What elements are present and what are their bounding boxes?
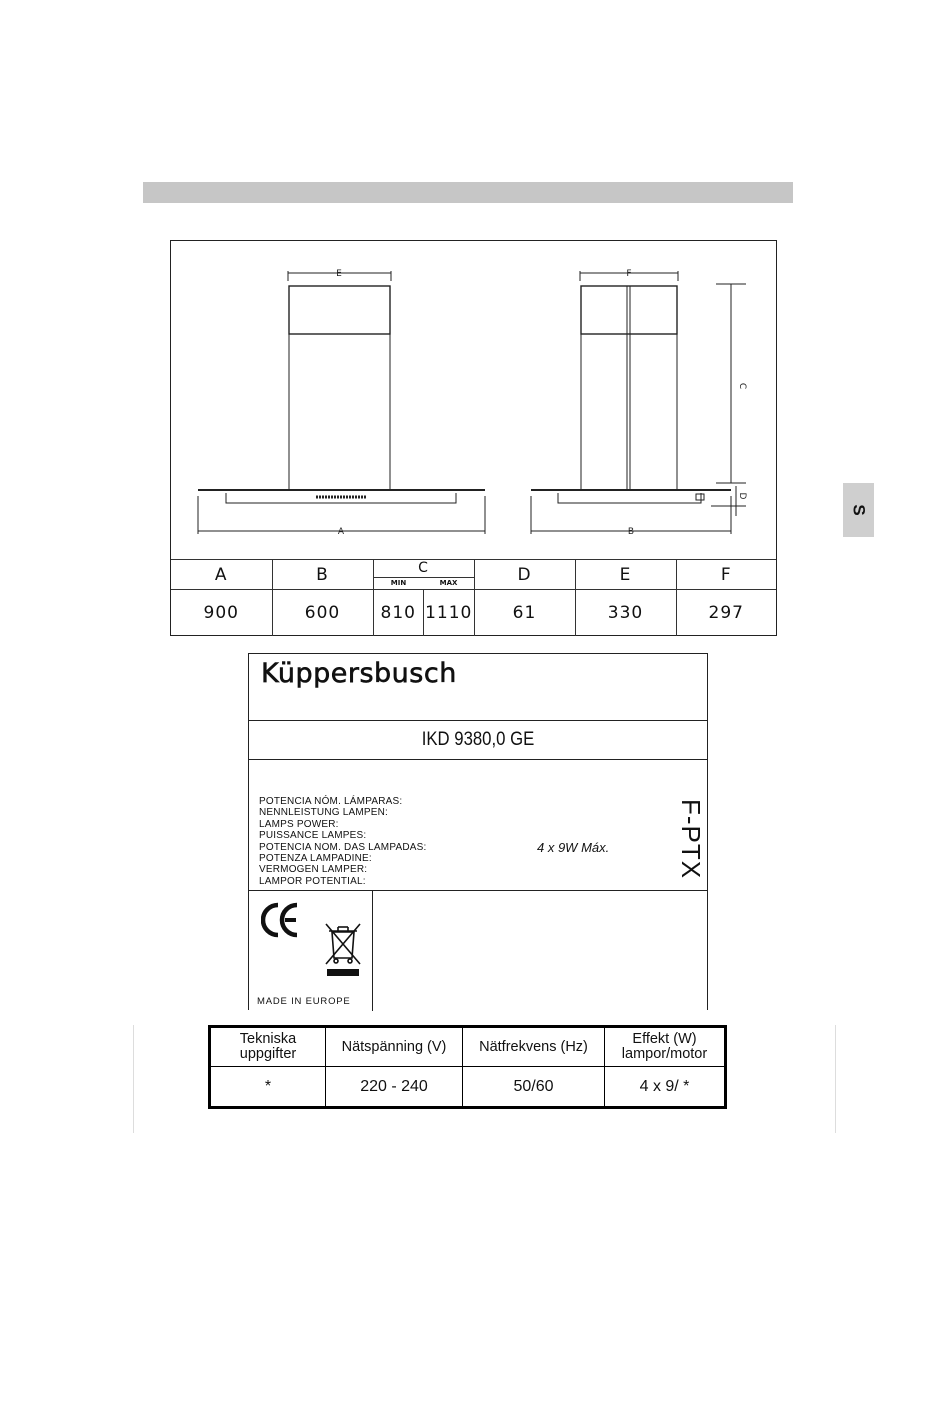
made-in-text: MADE IN EUROPE <box>257 996 351 1007</box>
lamp-power-line: LAMPS POWER: <box>259 818 339 830</box>
value-B: 600 <box>272 590 373 637</box>
header-A: A <box>171 560 272 590</box>
header-C-max: MAX <box>439 579 458 587</box>
lamp-power-line: POTENCIA NÓM. LÁMPARAS: <box>259 796 403 807</box>
weee-bin-icon <box>323 922 363 978</box>
header-D: D <box>474 560 575 590</box>
lamp-power-list <box>259 796 426 887</box>
header-B: B <box>272 560 373 590</box>
rating-label <box>248 653 708 1010</box>
header-E: E <box>575 560 676 590</box>
spec-header-line: uppgifter <box>239 1046 297 1062</box>
label-C: C <box>737 382 747 390</box>
header-C <box>373 560 474 590</box>
spec-header-frequency: Nätfrekvens (Hz) <box>463 1027 605 1067</box>
language-tab-label: S <box>849 504 869 516</box>
label-D: D <box>737 492 747 500</box>
header-C-letter: C <box>418 560 429 576</box>
value-E: 330 <box>575 590 676 637</box>
value-A: 900 <box>171 590 272 637</box>
divider <box>249 890 707 891</box>
lamp-power-line: POTENCIA NOM. DAS LAMPADAS: <box>259 841 427 853</box>
ce-mark-icon <box>261 902 301 938</box>
spec-header-voltage: Nätspänning (V) <box>326 1027 463 1067</box>
section-header-bar <box>143 182 793 203</box>
language-tab <box>843 483 874 537</box>
label-E: E <box>336 269 342 279</box>
spec-header-technical <box>210 1027 326 1067</box>
model-number: IKD 9380,0 GE <box>421 729 535 750</box>
lamp-power-line: LAMPOR POTENTIAL: <box>259 875 366 887</box>
value-F: 297 <box>708 603 744 623</box>
lamp-power-line: PUISSANCE LAMPES: <box>259 830 367 842</box>
technical-data-table <box>208 1025 727 1109</box>
spec-value-power: 4 x 9/ * <box>605 1067 726 1108</box>
header-F: F <box>676 560 776 590</box>
lamp-power-line: NENNLEISTUNG LAMPEN: <box>259 807 389 819</box>
header-C-min: MIN <box>390 579 407 587</box>
lamp-power-value: 4 x 9W Máx. <box>537 840 610 855</box>
spec-header-line: Tekniska <box>239 1031 297 1047</box>
divider <box>372 890 373 1011</box>
spec-value-technical: * <box>210 1067 326 1108</box>
lamp-power-line: VERMOGEN LAMPER: <box>259 864 368 876</box>
label-F: F <box>626 269 632 279</box>
label-A: A <box>337 527 345 537</box>
divider <box>249 759 707 760</box>
value-D: 61 <box>474 590 575 637</box>
spec-header-line: Effekt (W) <box>632 1031 697 1047</box>
label-B: B <box>627 527 635 537</box>
value-C-min: 810 <box>374 590 425 636</box>
spec-value-frequency: 50/60 <box>463 1067 605 1108</box>
spec-value-voltage: 220 - 240 <box>326 1067 463 1108</box>
product-code: F-PTX <box>676 798 706 880</box>
value-C-max: 1110 <box>425 603 473 623</box>
spec-header-line: lampor/motor <box>621 1046 708 1062</box>
brand-logo: Küppersbusch <box>261 658 457 689</box>
dimension-table <box>171 559 776 636</box>
spec-header-power <box>605 1027 726 1067</box>
value-C <box>373 590 474 637</box>
lamp-power-line: POTENZA LAMPADINE: <box>259 853 372 865</box>
